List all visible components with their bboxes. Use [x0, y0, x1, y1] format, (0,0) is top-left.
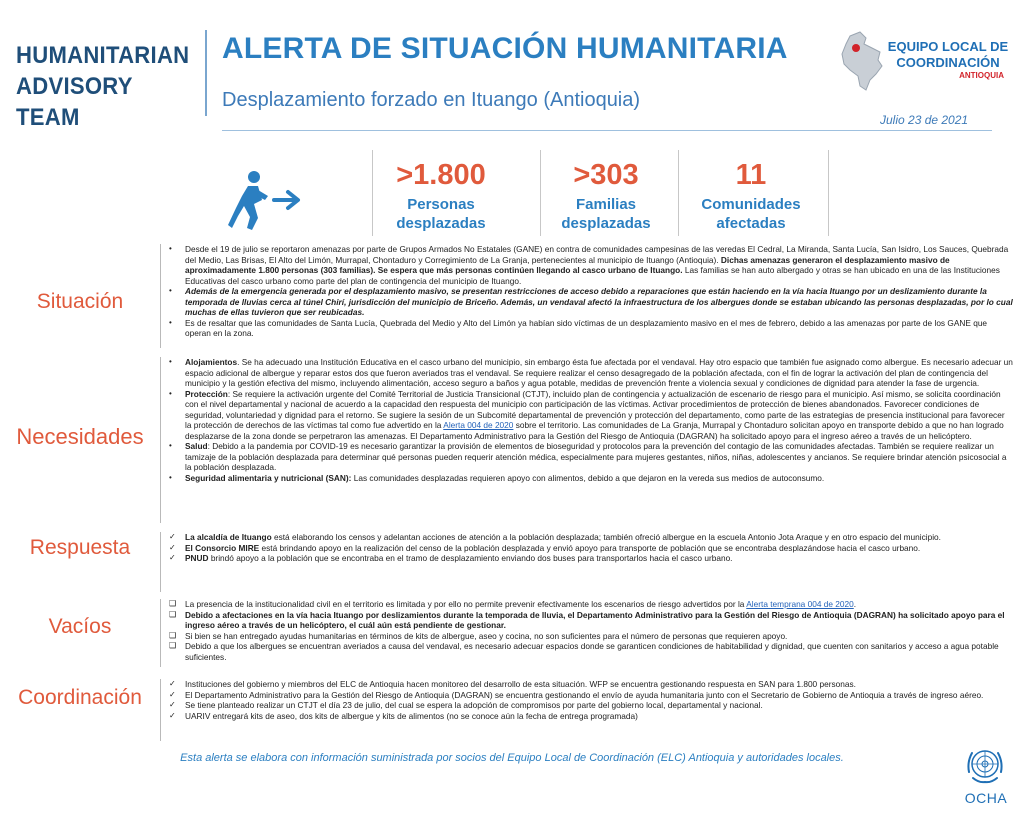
elc-region: ANTIOQUIA: [959, 71, 1004, 80]
check-marker: ✓: [169, 689, 176, 699]
check-marker: ✓: [169, 542, 176, 552]
kpi-label: Familias desplazadas: [561, 196, 651, 232]
bullet-marker: •: [169, 472, 172, 482]
check-marker: ✓: [169, 710, 176, 720]
org-name-line2: ADVISORY TEAM: [16, 73, 133, 131]
list-item: ✓ Instituciones del gobierno y miembros del ELC de Antioquia hacen monitoreo del desarrollo de esta situación. WFP se encuentra gestionando respuesta en SAN para 1.800 personas.: [169, 679, 856, 689]
list-item: ❑ Debido a afectaciones en la vía hacia Ituango por deslizamientos durante la temporada de lluvia, el Departamento Administrativo para la Gestión del Riesgo de Antioquia (DAGRAN) ha solicitado apoyo para el ingreso aéreo a través de un helicóptero, el cuál aún está pendiente de gestionar.: [169, 609, 1005, 630]
kpi-personas: [380, 158, 502, 233]
colombia-map-icon: [836, 30, 884, 94]
kpi-value: >303: [573, 159, 639, 191]
list-item: • Protección: Se requiere la activación urgente del Comité Territorial de Justicia Transicional (CTJT), incluido plan de contingencia y actualización de escenario de riesgo para el municipio. Así mismo, se solicita coordinación con el nivel departamental y nacional de acuerdo a la capacidad den respuesta del municipio con participación de las víctimas. Activar procedimientos de protección de bienes abandonados. Favorecer condiciones de seguridad, voluntariedad y dignidad para el retorno. Se sugiere la sesión de un Subcomité departamental de prevención y protección del departamento, como parte de las estrategias de presencia institucional para favorecer la protección de derechos de las víctimas tal como fue advertido en la Alerta 004 de 2020 sobre el territorio. Las comunidades de La Granja, Murrapal y Chontaduro solicitan apoyo en transporte debido a que no han logrado desplazarse de la zona donde se perpetraron las amenazas. El Departamento Administrativo para la Gestión del Riesgo de Antioquia (DAGRAN) ha solicitado apoyo para el ingreso aéreo a través de un helicóptero.: [169, 388, 1005, 441]
section-label-coordinacion: Coordinación: [18, 686, 142, 709]
list-item: • Seguridad alimentaria y nutricional (SAN): Las comunidades desplazadas requieren apoyo con alimentos, debido a que dejaron en la vereda sus medios de autoconsumo.: [169, 472, 825, 483]
kpi-label: Personas desplazadas: [396, 196, 486, 232]
header-rule: [222, 130, 992, 131]
section-vacios: [160, 599, 1013, 667]
list-item: • Además de la emergencia generada por el desplazamiento masivo, se presentan restricciones de acceso debido a reparaciones que están haciendo en la vía hacia Ituango por un deslizamiento durante la temporada de lluvias cerca al túnel Chirí, jurisdicción del municipio de Briceño. Además, un vendaval afectó la infraestructura de los albergues donde se estaban ubicando las personas desplazadas, por lo cual muchas de ellas tuvieron que ser reubicadas.: [169, 286, 1013, 317]
kpi-familias: [548, 158, 664, 233]
kpi-value: >1.800: [396, 159, 486, 191]
list-item: • Alojamientos. Se ha adecuado una Institución Educativa en el casco urbano del municipio, sin embargo ésta fue afectada por el vendaval. Hay otro espacio que también fue asignado como albergue. Es necesario adecuar un espacio adicional de albergue y reparar estos dos que fueron averiados tras el vendaval. Se requiere realizar el censo desagregado de la población afectada, con el fin de lograr la activación del plan de contingencia del municipio y la gestión efectiva del mismo, incluyendo alimentación, acceso seguro a baños y agua potable, medidas de prevención frente a violencia sexual y condiciones de dignidad para atender la fase de urgencia.: [169, 357, 1013, 388]
list-item: ✓ UARIV entregará kits de aseo, dos kits de albergue y kits de alimentos (no se conoce aún la fecha de entrega programada): [169, 710, 638, 721]
list-item: ❑ Debido a que los albergues se encuentran averiados a causa del vendaval, es necesario adecuar espacios donde se garanticen condiciones de habitabilidad y dignidad, que cuenten con sanitarios y acceso a agua potable suficientes.: [169, 641, 999, 662]
list-item: ❑ Si bien se han entregado ayudas humanitarias en términos de kits de albergue, aseo y cocina, no son suficientes para el número de personas que requieren apoyo.: [169, 630, 788, 641]
kpi-label: Comunidades afectadas: [701, 196, 801, 232]
check-marker: ✓: [169, 553, 176, 562]
check-marker: ✓: [169, 700, 176, 709]
kpi-divider: [678, 150, 679, 236]
kpi-divider: [828, 150, 829, 236]
ocha-logo-text: OCHA: [964, 790, 1008, 806]
section-label-respuesta: Respuesta: [29, 536, 131, 559]
bullet-marker: •: [169, 244, 172, 253]
section-respuesta: [160, 532, 1013, 592]
bullet-marker: •: [169, 317, 172, 327]
report-date: Julio 23 de 2021: [880, 113, 969, 127]
list-item: ✓ Se tiene planteado realizar un CTJT el día 23 de julio, del cual se espera la adopción de compromisos por parte del gobierno local, departamental y nacional.: [169, 700, 763, 710]
check-marker: ✓: [169, 532, 176, 541]
bullet-marker: •: [169, 357, 172, 366]
header-divider: [205, 30, 207, 116]
list-item: ✓ El Departamento Administrativo para la Gestión del Riesgo de Antioquia (DAGRAN) se encuentra gestionando el envío de ayuda humanitaria junto con el Secretario de Gobierno de Antioquia a través de ingreso aéreo.: [169, 689, 984, 700]
footer-note: Esta alerta se elabora con información suministrada por socios del Equipo Local de Coordinación (ELC) Antioquia y autoridades locales.: [180, 752, 844, 764]
section-coordinacion: [160, 679, 1013, 741]
bullet-marker: •: [169, 388, 172, 398]
checkbox-marker: ❑: [169, 609, 177, 619]
list-item: ✓ La alcaldía de Ituango está elaborando los censos y adelantan acciones de atención a la población desplazada; también ofreció albergue en la escuela Antonio Jota Araque y en otro espacio del municipio.: [169, 532, 941, 542]
kpi-divider: [540, 150, 541, 236]
list-item: ✓ PNUD brindó apoyo a la población que se encontraba en el tramo de desplazamiento enviando dos buses para transportarlos hacia el casco urbano.: [169, 553, 733, 563]
bullet-marker: •: [169, 286, 172, 295]
bullet-marker: •: [169, 441, 172, 450]
alerta-temprana-link[interactable]: Alerta temprana 004 de 2020: [746, 599, 854, 609]
section-label-vacios: Vacíos: [48, 615, 112, 638]
checkbox-marker: ❑: [169, 641, 177, 650]
section-necesidades: [160, 357, 1013, 523]
elc-line2: COORDINACIÓN: [896, 55, 1000, 70]
kpi-divider: [372, 150, 373, 236]
checkbox-marker: ❑: [169, 630, 177, 640]
section-label-situacion: Situación: [36, 290, 124, 313]
list-item: ✓ El Consorcio MIRE está brindando apoyo en la realización del censo de la población desplazada y envió apoyo para transporte de población que se encontraba desplazándose hacia el casco urbano.: [169, 542, 921, 553]
list-item: • Desde el 19 de julio se reportaron amenazas por parte de Grupos Armados No Estatales (GANE) en contra de comunidades campesinas de las veredas El Cedral, La Miranda, Santa Lucía, San Isidro, Los Sauces, Quebrada del Medio, Las Brisas, El Alto del Limón, Murrapal, Chontaduro y Corregimiento de La Granja, pertenecientes al municipio de Ituango (Antioquia). Dichas amenazas generaron el desplazamiento masivo de aproximadamente 1.800 personas (303 familias). Se espera que más personas continúen llegando al casco urbano de Ituango. Las familias se han auto albergado y otras se han ubicado en una de las Instituciones Educativas del casco urbano como parte del plan de contingencia del municipio de Ituango.: [169, 244, 1009, 286]
person-running-arrow-icon: [228, 170, 308, 232]
org-name-line1: HUMANITARIAN: [16, 42, 190, 69]
un-emblem-icon: [963, 742, 1007, 786]
page-subtitle: Desplazamiento forzado en Ituango (Antioquia): [222, 89, 641, 111]
list-item: ❑ La presencia de la institucionalidad civil en el territorio es limitada y por ello no permite prevenir efectivamente los escenarios de riesgo advertidos por la Alerta temprana 004 de 2020.: [169, 599, 857, 609]
elc-line1: EQUIPO LOCAL DE: [887, 39, 1009, 54]
kpi-comunidades: [686, 158, 816, 233]
list-item: • Es de resaltar que las comunidades de Santa Lucía, Quebrada del Medio y Alto del Limón ya habían sido víctimas de un desplazamiento masivo en el mes de febrero, debido a las amenazas por parte de los GANE que operan en la zona.: [169, 317, 988, 338]
checkbox-marker: ❑: [169, 599, 177, 608]
kpi-value: 11: [735, 159, 767, 191]
org-name: [16, 40, 190, 133]
check-marker: ✓: [169, 679, 176, 688]
elc-logo: [882, 39, 1014, 81]
list-item: • Salud: Debido a la pandemia por COVID-19 es necesario garantizar la provisión de elementos de bioseguridad y protocolos para la prevención del contagio de las comunidades afectadas. También se requiere realizar un tamizaje de la población desplazada para determinar qué personas pueden requerir atención médica, especialmente para mujeres gestantes, niños, niñas, adolescentes y ancianos. Se requiere brindar atención psicosocial a la población desplazada.: [169, 441, 1007, 472]
section-situacion: [160, 244, 1013, 348]
page-title: ALERTA DE SITUACIÓN HUMANITARIA: [222, 32, 788, 65]
alerta-004-link[interactable]: Alerta 004 de 2020: [443, 420, 514, 430]
section-label-necesidades: Necesidades: [16, 424, 144, 449]
